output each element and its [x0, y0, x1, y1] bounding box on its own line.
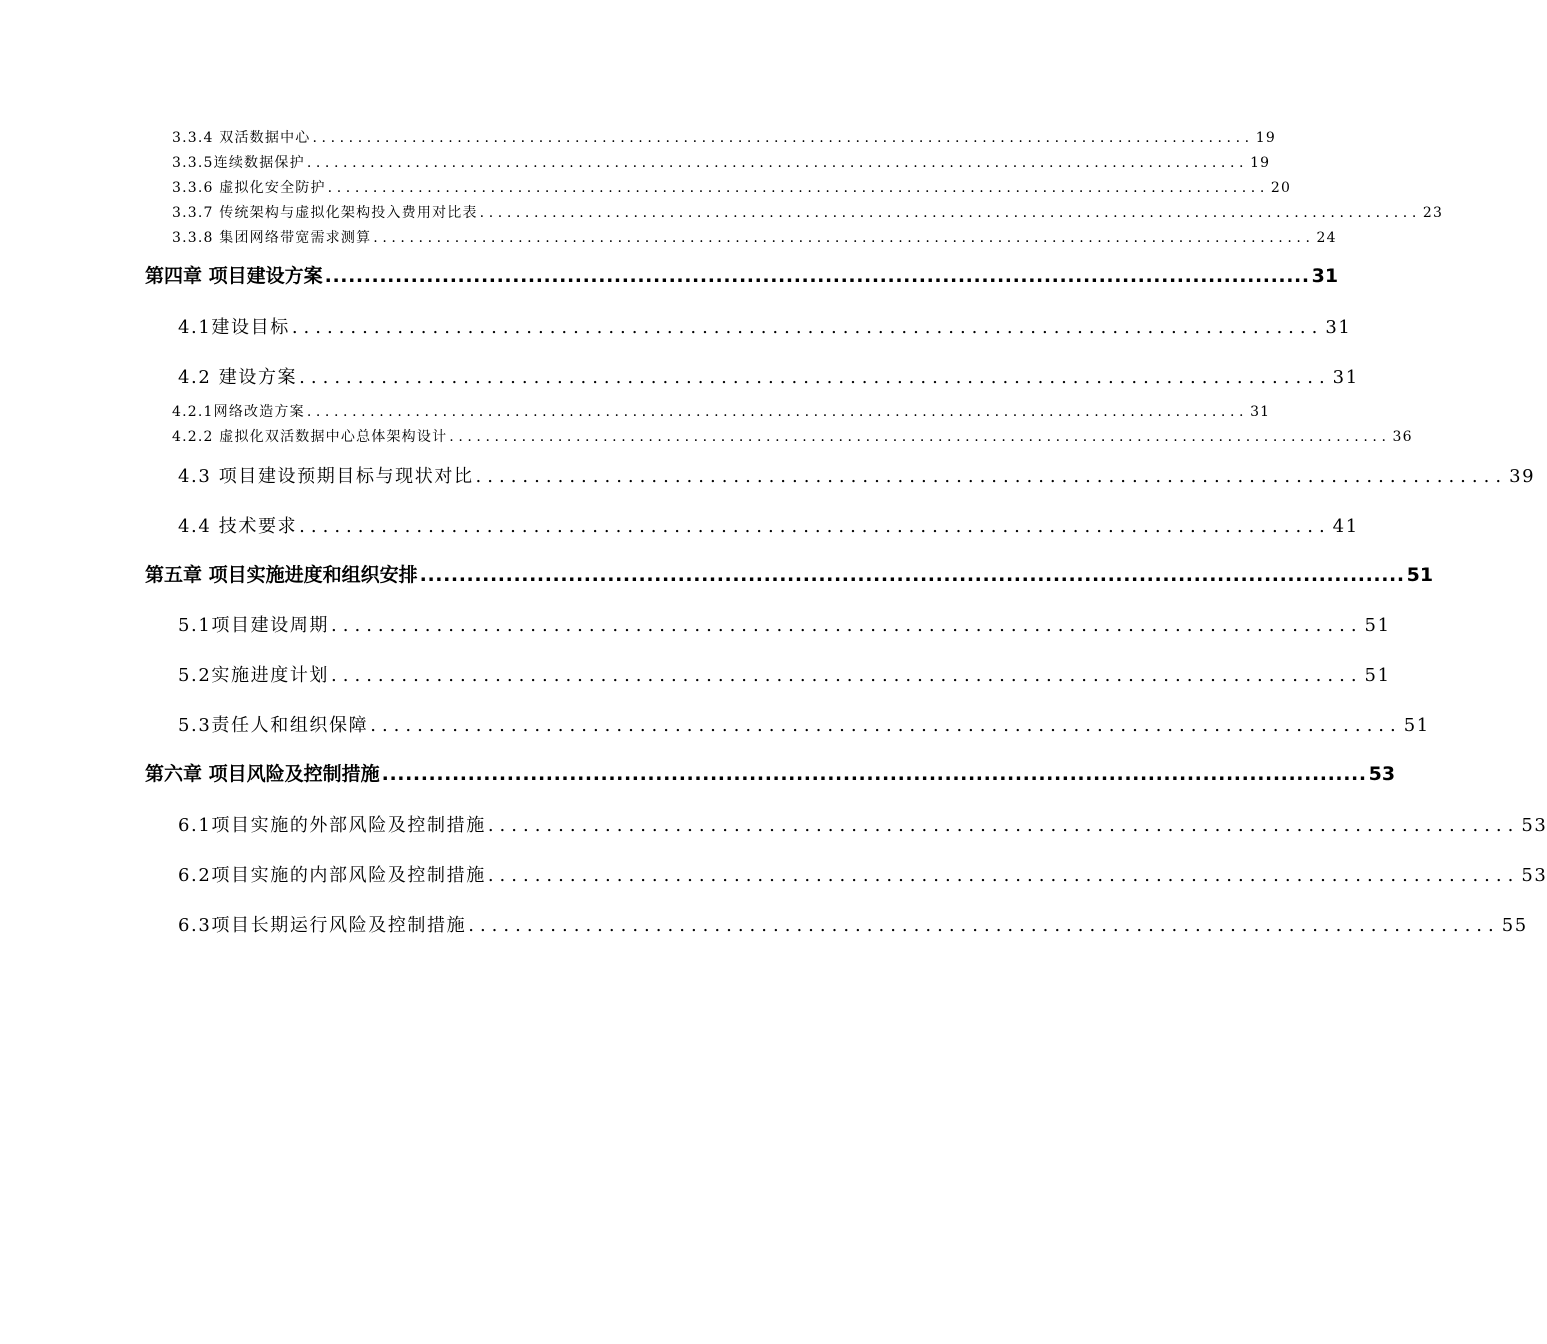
toc-entry-title: 3.3.8 集团网络带宽需求测算: [172, 230, 372, 246]
toc-leader-dots: ........................................................................................: [475, 466, 1508, 487]
toc-chapter-6[interactable]: [145, 759, 1396, 787]
toc-entry-3-3-6[interactable]: [172, 177, 1292, 199]
toc-page-number: 51: [1403, 715, 1430, 736]
toc-leader-dots: ........................................................................................................: [312, 130, 1254, 146]
toc-entry-title: 第四章 项目建设方案: [145, 265, 323, 287]
toc-leader-dots: ........................................................................................................: [479, 205, 1421, 221]
toc-entry-5-2[interactable]: [178, 661, 1391, 687]
toc-page-number: 23: [1422, 205, 1444, 221]
toc-page-number: 24: [1316, 230, 1337, 246]
toc-page-number: 51: [1364, 615, 1391, 636]
toc-entry-title: 第六章 项目风险及控制措施: [145, 763, 380, 785]
toc-entry-3-3-4[interactable]: [172, 127, 1276, 149]
toc-page-number: 19: [1250, 155, 1271, 171]
toc-entry-5-1[interactable]: [178, 611, 1391, 637]
toc-leader-dots: ..............................................................................................................................: [381, 763, 1367, 785]
toc-leader-dots: ........................................................................................................: [306, 155, 1249, 171]
toc-leader-dots: ........................................................................................................: [373, 230, 1315, 246]
toc-leader-dots: ........................................................................................................: [327, 180, 1269, 196]
toc-page-number: 39: [1509, 466, 1536, 487]
toc-leader-dots: ........................................................................................: [331, 665, 1363, 686]
toc-page-number: 55: [1501, 915, 1528, 936]
toc-entry-title: 6.2项目实施的内部风险及控制措施: [178, 865, 486, 886]
toc-entry-title: 3.3.6 虚拟化安全防护: [172, 180, 326, 196]
toc-page-number: 41: [1332, 516, 1359, 537]
toc-entry-6-1[interactable]: [178, 811, 1547, 837]
toc-leader-dots: ........................................................................................: [299, 367, 1331, 388]
toc-chapter-4[interactable]: [145, 261, 1339, 289]
toc-entry-4-2-2[interactable]: [172, 426, 1413, 448]
toc-entry-4-4[interactable]: [178, 512, 1359, 538]
toc-page-number: 53: [1368, 763, 1396, 785]
toc-leader-dots: ........................................................................................: [291, 317, 1324, 338]
toc-leader-dots: ........................................................................................: [299, 516, 1331, 537]
toc-entry-3-3-5[interactable]: [172, 152, 1271, 174]
toc-leader-dots: ........................................................................................................: [449, 429, 1391, 445]
toc-page-number: 53: [1521, 815, 1547, 836]
toc-page-number: 31: [1311, 265, 1339, 287]
toc-entry-title: 4.3 项目建设预期目标与现状对比: [178, 466, 474, 487]
toc-entry-4-3[interactable]: [178, 462, 1536, 488]
toc-entry-title: 3.3.4 双活数据中心: [172, 130, 311, 146]
toc-page-number: 51: [1364, 665, 1391, 686]
toc-leader-dots: ........................................................................................: [468, 915, 1500, 936]
toc-entry-title: 4.1建设目标: [178, 317, 290, 338]
toc-entry-title: 3.3.5连续数据保护: [172, 155, 305, 171]
toc-entry-title: 4.4 技术要求: [178, 516, 298, 537]
toc-leader-dots: ........................................................................................................: [306, 404, 1249, 420]
toc-entry-title: 4.2.1网络改造方案: [172, 404, 305, 420]
toc-leader-dots: ........................................................................................: [487, 865, 1520, 886]
toc-entry-4-2-1[interactable]: [172, 401, 1271, 423]
toc-leader-dots: ..............................................................................................................................: [324, 265, 1310, 287]
toc-entry-6-3[interactable]: [178, 911, 1528, 937]
toc-leader-dots: ..............................................................................................................................: [419, 564, 1405, 586]
toc-entry-4-1[interactable]: [178, 313, 1352, 339]
toc-page-number: 53: [1521, 865, 1547, 886]
toc-leader-dots: ........................................................................................: [331, 615, 1363, 636]
toc-entry-6-2[interactable]: [178, 861, 1547, 887]
toc-entry-3-3-8[interactable]: [172, 227, 1337, 249]
toc-chapter-5[interactable]: [145, 560, 1434, 588]
toc-entry-title: 6.1项目实施的外部风险及控制措施: [178, 815, 486, 836]
toc-entry-title: 6.3项目长期运行风险及控制措施: [178, 915, 467, 936]
toc-entry-title: 第五章 项目实施进度和组织安排: [145, 564, 418, 586]
toc-entry-title: 4.2 建设方案: [178, 367, 298, 388]
toc-page-number: 19: [1255, 130, 1276, 146]
toc-entry-5-3[interactable]: [178, 711, 1430, 737]
toc-page-number: 51: [1406, 564, 1434, 586]
toc-page-number: 20: [1270, 180, 1292, 196]
toc-entry-4-2[interactable]: [178, 363, 1359, 389]
toc-entry-title: 3.3.7 传统架构与虚拟化架构投入费用对比表: [172, 205, 478, 221]
toc-entry-title: 5.1项目建设周期: [178, 615, 330, 636]
toc-leader-dots: ........................................................................................: [487, 815, 1520, 836]
toc-entry-title: 4.2.2 虚拟化双活数据中心总体架构设计: [172, 429, 448, 445]
toc-page-number: 31: [1325, 317, 1352, 338]
toc-page-number: 36: [1392, 429, 1413, 445]
toc-page-number: 31: [1332, 367, 1359, 388]
toc-page-number: 31: [1250, 404, 1271, 420]
toc-leader-dots: ........................................................................................: [370, 715, 1402, 736]
toc-entry-title: 5.2实施进度计划: [178, 665, 330, 686]
toc-entry-title: 5.3责任人和组织保障: [178, 715, 369, 736]
toc-entry-3-3-7[interactable]: [172, 202, 1444, 224]
